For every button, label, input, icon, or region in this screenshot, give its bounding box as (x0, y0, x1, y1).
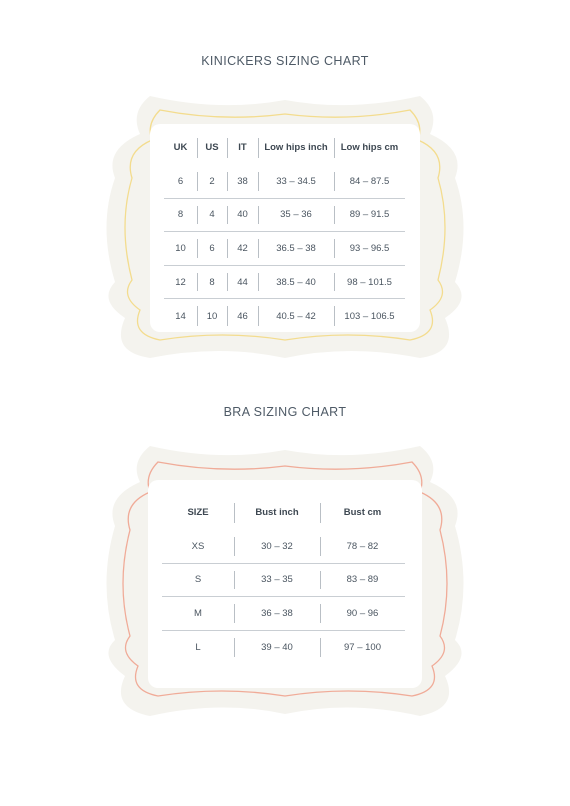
cell-us: 4 (197, 198, 227, 232)
cell-size: M (194, 608, 202, 620)
cell-us: 6 (197, 232, 227, 266)
cell-low-hips-inch: 38.5 – 40 (258, 265, 334, 299)
cell-uk: 10 (175, 243, 186, 255)
cell-it: 44 (227, 265, 258, 299)
cell-uk: 12 (175, 276, 186, 288)
table-row (162, 597, 405, 631)
cell-it: 46 (227, 299, 258, 333)
bra-chart-title: BRA SIZING CHART (223, 405, 347, 419)
cell-bust-cm: 97 – 100 (320, 630, 405, 664)
column-header-low-hips-inch: Low hips inch (258, 131, 334, 165)
column-header-bust-inch: Bust inch (234, 496, 320, 530)
column-header-size: SIZE (187, 507, 209, 519)
column-header-uk: UK (173, 142, 188, 154)
cell-bust-cm: 83 – 89 (320, 563, 405, 597)
cell-bust-inch: 30 – 32 (234, 530, 320, 564)
cell-bust-cm: 78 – 82 (320, 530, 405, 564)
table-row (162, 563, 405, 597)
table-row (164, 299, 405, 333)
column-header-us: US (197, 131, 227, 165)
cell-us: 8 (197, 265, 227, 299)
table-row (162, 630, 405, 664)
table-row (164, 265, 405, 299)
table-header-row (164, 131, 405, 165)
cell-uk: 8 (177, 209, 184, 221)
cell-uk: 14 (175, 310, 186, 322)
cell-low-hips-cm: 103 – 106.5 (334, 299, 405, 333)
column-header-low-hips-cm: Low hips cm (334, 131, 405, 165)
cell-bust-inch: 39 – 40 (234, 630, 320, 664)
cell-size: L (195, 641, 201, 653)
table-row (162, 530, 405, 564)
cell-size: S (194, 574, 202, 586)
cell-bust-inch: 33 – 35 (234, 563, 320, 597)
cell-low-hips-cm: 93 – 96.5 (334, 232, 405, 266)
cell-it: 38 (227, 165, 258, 199)
table-header-row (162, 496, 405, 530)
cell-low-hips-inch: 35 – 36 (258, 198, 334, 232)
cell-low-hips-cm: 98 – 101.5 (334, 265, 405, 299)
cell-us: 2 (197, 165, 227, 199)
cell-low-hips-inch: 36.5 – 38 (258, 232, 334, 266)
cell-uk: 6 (177, 175, 184, 187)
knickers-sizing-table (164, 131, 405, 333)
cell-it: 40 (227, 198, 258, 232)
cell-low-hips-inch: 40.5 – 42 (258, 299, 334, 333)
bra-sizing-table (162, 496, 405, 664)
cell-low-hips-inch: 33 – 34.5 (258, 165, 334, 199)
cell-it: 42 (227, 232, 258, 266)
cell-bust-inch: 36 – 38 (234, 597, 320, 631)
knickers-chart-title: KINICKERS SIZING CHART (201, 54, 369, 68)
table-row (164, 198, 405, 232)
cell-low-hips-cm: 89 – 91.5 (334, 198, 405, 232)
table-row (164, 232, 405, 266)
column-header-bust-cm: Bust cm (320, 496, 405, 530)
cell-size: XS (191, 540, 205, 552)
cell-bust-cm: 90 – 96 (320, 597, 405, 631)
cell-us: 10 (197, 299, 227, 333)
column-header-it: IT (227, 131, 258, 165)
table-row (164, 165, 405, 199)
cell-low-hips-cm: 84 – 87.5 (334, 165, 405, 199)
